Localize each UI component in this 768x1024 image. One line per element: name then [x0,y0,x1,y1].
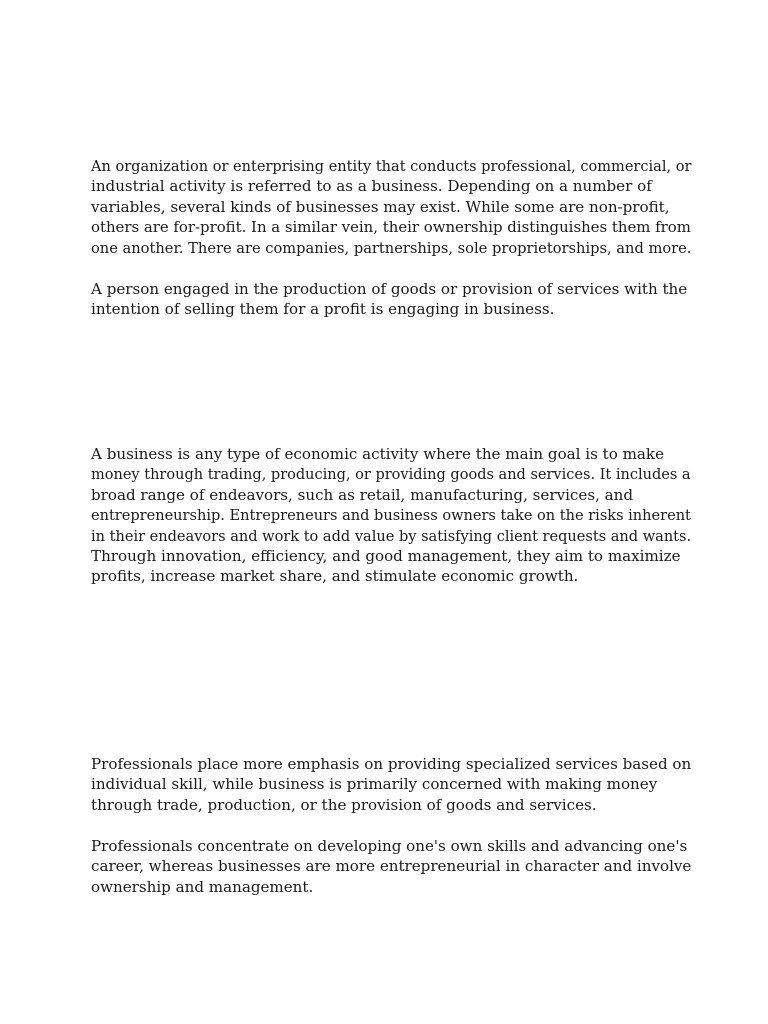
text-line: intention of selling them for a profit is engaging in business. [91,300,555,319]
text-line: through trade, production, or the provision of goods and services. [91,795,597,814]
text-line: variables, several kinds of businesses may exist. While some are non-profit, [91,197,670,216]
text-line: Professionals place more emphasis on providing specialized services based on [91,755,692,773]
text-line: An organization or enterprising entity that conducts professional, commercial, or [91,157,692,175]
text-line: broad range of endeavors, such as retail, manufacturing, services, and [91,485,634,504]
paragraph-business-activity [91,444,691,587]
paragraph-professionals-skills [91,836,691,897]
text-line: A person engaged in the production of goods or provision of services with the [91,280,688,298]
text-line: career, whereas businesses are more entrepreneurial in character and involve [91,857,692,876]
text-line: industrial activity is referred to as a business. Depending on a number of [91,177,652,196]
text-line: others are for-profit. In a similar vein, their ownership distinguishes them from [91,218,691,237]
text-line: money through trading, producing, or providing goods and services. It includes a [91,465,691,484]
paragraph-business-definition [91,156,691,258]
text-line: one another. There are companies, partnerships, sole proprietorships, and more. [91,238,692,257]
paragraph-professionals-vs-business [91,754,691,815]
paragraph-person-in-business [91,279,691,320]
text-line: ownership and management. [91,877,314,896]
text-line: Professionals concentrate on developing one's own skills and advancing one's [91,837,688,855]
text-line: A business is any type of economic activity where the main goal is to make [91,445,665,463]
text-line: entrepreneurship. Entrepreneurs and business owners take on the risks inherent [91,506,691,525]
text-line: profits, increase market share, and stimulate economic growth. [91,567,579,586]
text-line: Through innovation, efficiency, and good management, they aim to maximize [91,547,681,566]
text-line: in their endeavors and work to add value by satisfying client requests and wants. [91,526,692,545]
text-line: individual skill, while business is primarily concerned with making money [91,775,658,794]
